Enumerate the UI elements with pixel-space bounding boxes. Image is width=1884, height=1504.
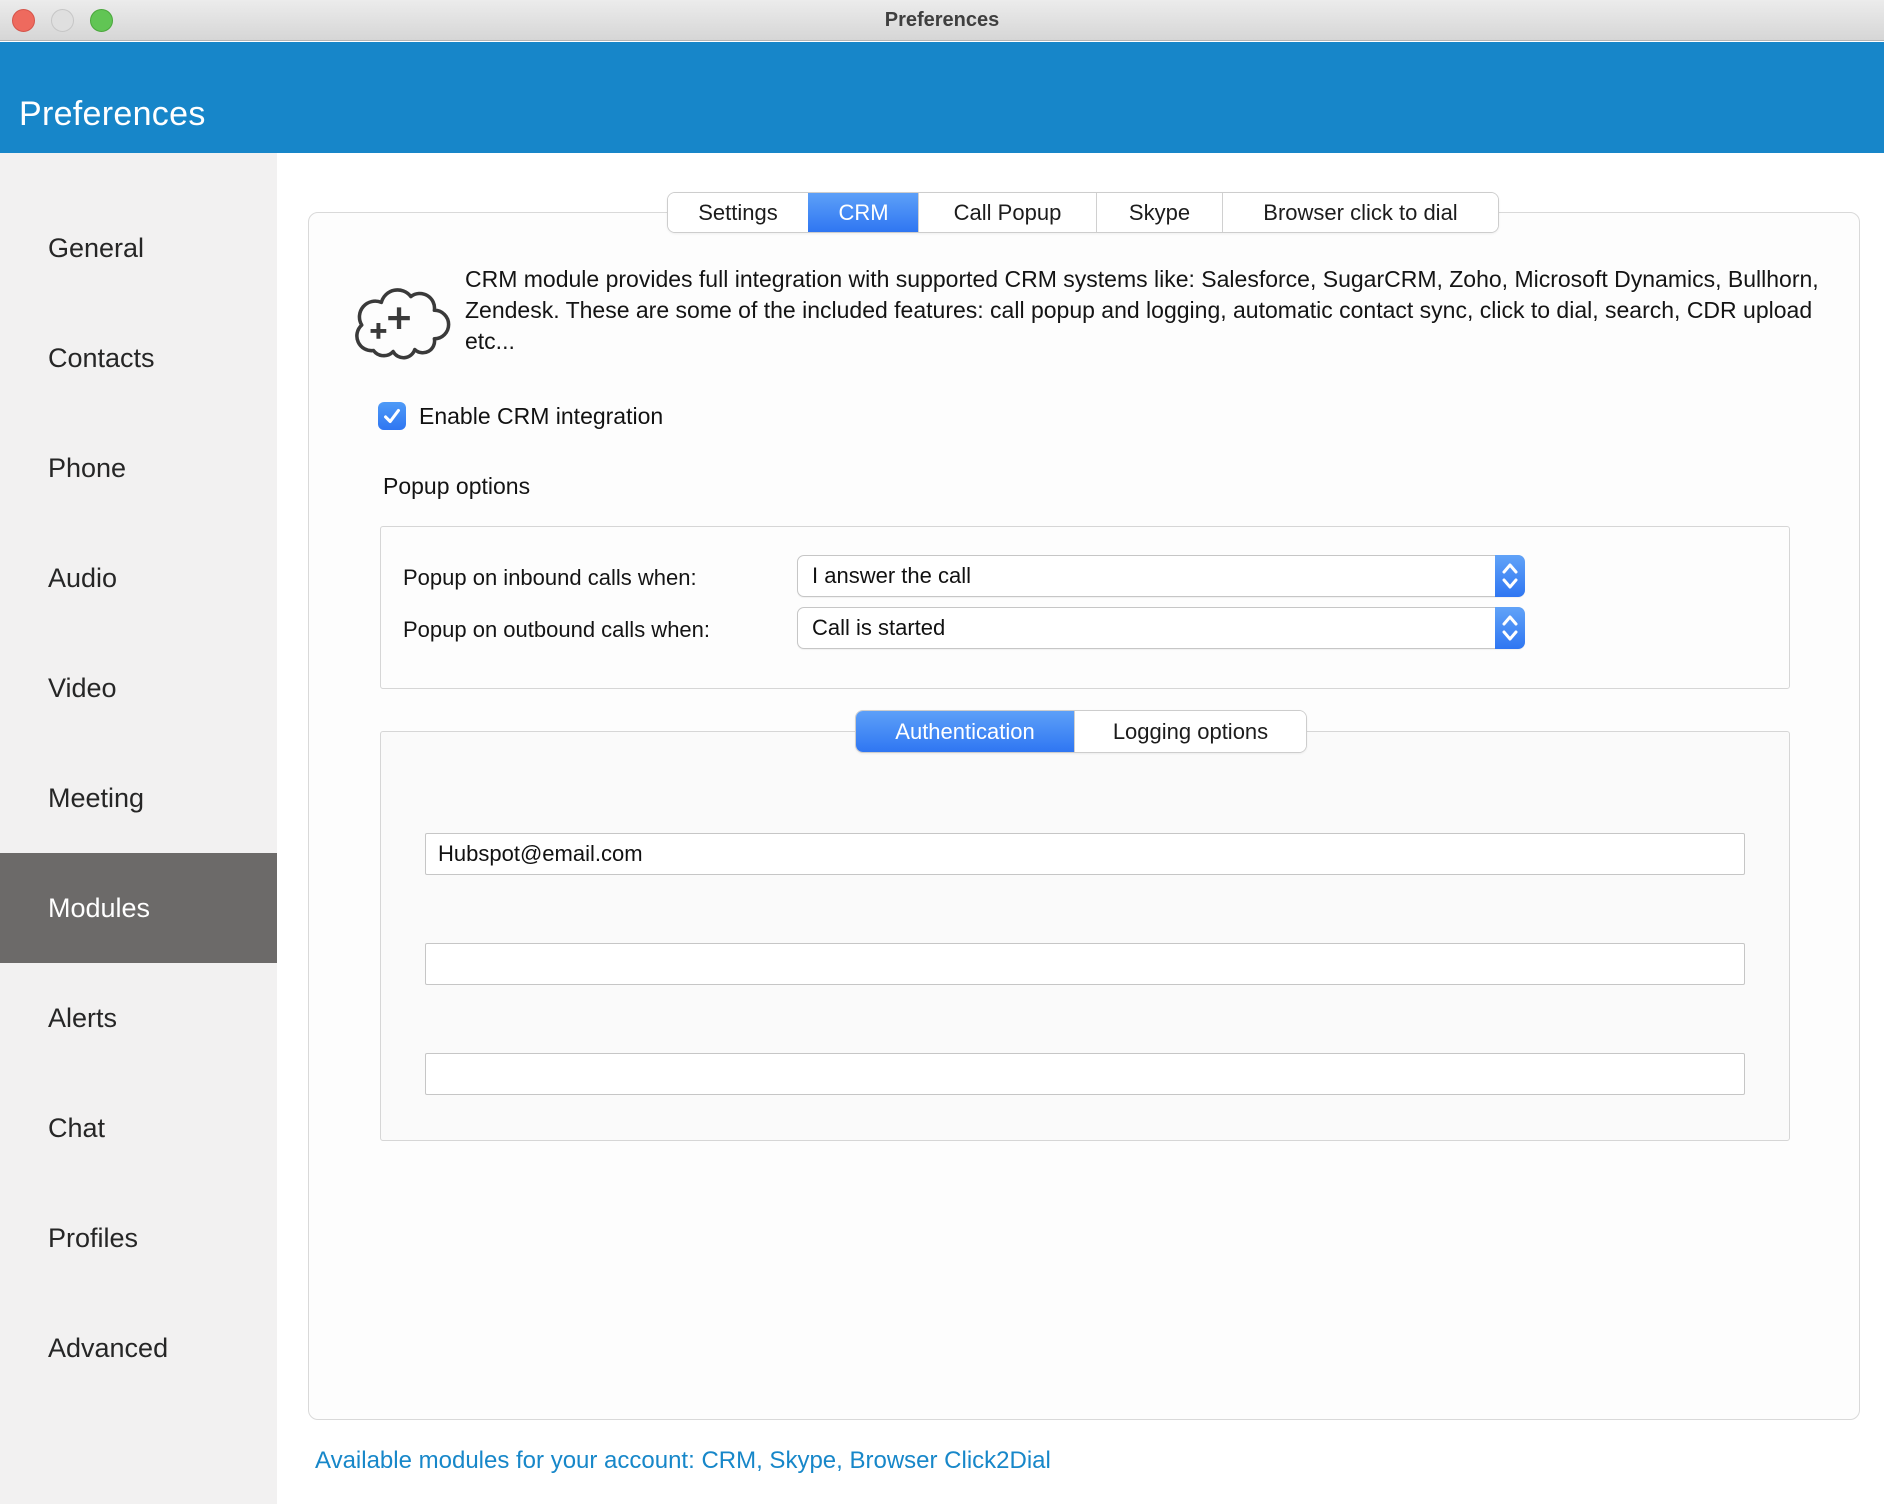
sidebar-item-video[interactable]: Video [48, 672, 117, 703]
tab-browser-click-to-dial[interactable]: Browser click to dial [1222, 193, 1498, 232]
inbound-popup-select[interactable] [797, 555, 1525, 597]
checkmark-icon [381, 405, 403, 427]
window-title: Preferences [884, 9, 1000, 31]
auth-tabs [855, 710, 1307, 753]
sidebar-item-advanced[interactable]: Advanced [48, 1332, 169, 1363]
page-title: Preferences [19, 95, 206, 133]
sidebar-item-phone[interactable]: Phone [48, 452, 127, 483]
crm-cloud-icon [347, 280, 455, 372]
inbound-popup-value: I answer the call [812, 563, 971, 588]
titlebar [0, 0, 1884, 41]
sidebar-item-meeting[interactable]: Meeting [48, 782, 145, 813]
sidebar-item-audio[interactable]: Audio [48, 562, 118, 593]
url-field[interactable] [425, 1053, 1745, 1095]
tab-logging-options[interactable]: Logging options [1074, 711, 1306, 752]
sidebar-item-alerts[interactable]: Alerts [48, 1002, 118, 1033]
password-field[interactable] [425, 943, 1745, 985]
inbound-popup-label: Popup on inbound calls when: [403, 565, 697, 590]
stepper-icon [1495, 555, 1525, 597]
tab-crm[interactable]: CRM [808, 193, 918, 232]
tab-skype[interactable]: Skype [1096, 193, 1222, 232]
tab-authentication[interactable]: Authentication [856, 711, 1074, 752]
sidebar-item-general[interactable]: General [48, 232, 145, 263]
sidebar-item-profiles[interactable]: Profiles [48, 1222, 139, 1253]
tab-call-popup[interactable]: Call Popup [918, 193, 1096, 232]
sidebar [0, 153, 277, 1504]
available-modules-link[interactable]: Available modules for your account: CRM, Skype, Browser Click2Dial [315, 1447, 1051, 1474]
sidebar-item-modules[interactable]: Modules [0, 853, 277, 963]
outbound-popup-select[interactable] [797, 607, 1525, 649]
stepper-icon [1495, 607, 1525, 649]
enable-crm-label[interactable]: Enable CRM integration [419, 403, 664, 429]
tab-settings[interactable]: Settings [668, 193, 808, 232]
enable-crm-checkbox[interactable] [378, 402, 406, 430]
crm-description: CRM module provides full integration with supported CRM systems like: Salesforce, SugarCRM, Zoho, Microsoft Dynamics, Bullhorn, Zendesk. These are some of the included features: call popup and logging, automatic contact sync, click to dial, search, CDR upload etc... [465, 266, 1819, 354]
module-tabs [667, 192, 1499, 233]
main-content [277, 153, 1884, 1504]
username-field[interactable] [425, 833, 1745, 875]
popup-options-title: Popup options [383, 473, 531, 499]
outbound-popup-value: Call is started [812, 615, 946, 640]
outbound-popup-label: Popup on outbound calls when: [403, 617, 711, 642]
sidebar-item-contacts[interactable]: Contacts [48, 342, 155, 373]
app-header [0, 42, 1884, 153]
sidebar-item-chat[interactable]: Chat [48, 1112, 106, 1143]
